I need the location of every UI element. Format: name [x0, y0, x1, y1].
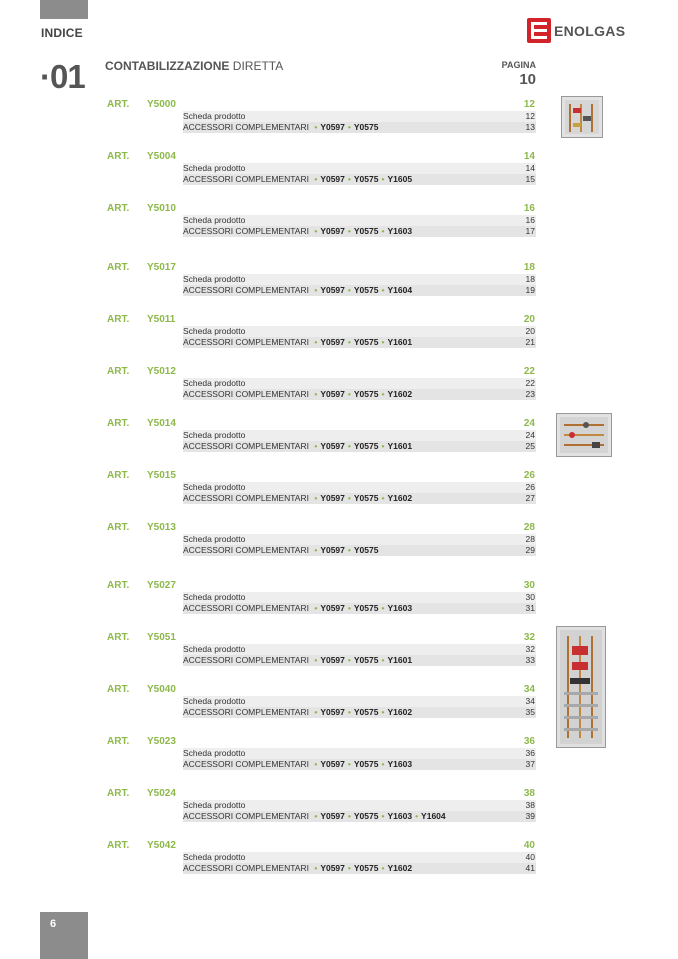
article-page: 12	[523, 99, 535, 110]
index-entry	[105, 262, 536, 298]
footer-page-number: 6	[50, 918, 57, 930]
bullet-dot-icon: •	[314, 707, 318, 717]
bullet-dot-icon: •	[381, 811, 385, 821]
accessories-row	[183, 545, 536, 556]
product-sheet-page: 24	[525, 430, 535, 440]
accessories-label	[183, 174, 412, 185]
art-label: ART.	[107, 99, 130, 110]
article-code: Y5000	[147, 99, 176, 110]
accessories-row	[183, 441, 536, 452]
article-code: Y5004	[147, 151, 176, 162]
product-sheet-row	[183, 696, 536, 707]
accessory-code: Y0597	[320, 389, 345, 399]
bullet-dot-icon: •	[347, 603, 351, 613]
index-entry	[105, 203, 536, 239]
accessory-code: Y0597	[320, 603, 345, 613]
art-label: ART.	[107, 366, 130, 377]
index-entry	[105, 632, 536, 668]
article-code: Y5042	[147, 840, 176, 851]
bullet-dot-icon: •	[347, 174, 351, 184]
accessories-page: 15	[525, 174, 535, 184]
accessories-page: 31	[525, 603, 535, 613]
index-entry	[105, 418, 536, 454]
art-label: ART.	[107, 632, 130, 643]
accessory-code: Y1604	[387, 285, 413, 295]
product-sheet-label: Scheda prodotto	[183, 215, 246, 225]
accessory-code: Y0575	[353, 226, 379, 236]
art-label: ART.	[107, 522, 130, 533]
accessories-label	[183, 285, 412, 296]
product-sheet-row	[183, 644, 536, 655]
product-sheet-row	[183, 326, 536, 337]
bullet-dot-icon: •	[381, 441, 385, 451]
accessories-page: 41	[525, 863, 535, 873]
accessory-code: Y0575	[353, 389, 379, 399]
bullet-dot-icon: •	[381, 226, 385, 236]
accessory-code: Y0597	[320, 811, 345, 821]
accessories-title: ACCESSORI COMPLEMENTARI	[183, 863, 309, 873]
bullet-dot-icon: •	[347, 389, 351, 399]
page-column-value: 10	[519, 71, 536, 88]
article-code: Y5024	[147, 788, 176, 799]
art-label: ART.	[107, 203, 130, 214]
article-page: 30	[523, 580, 535, 591]
accessories-title: ACCESSORI COMPLEMENTARI	[183, 545, 309, 555]
index-entry	[105, 522, 536, 558]
accessories-title: ACCESSORI COMPLEMENTARI	[183, 493, 309, 503]
article-page: 24	[523, 418, 535, 429]
product-sheet-page: 16	[525, 215, 535, 225]
accessories-row	[183, 655, 536, 666]
accessory-code: Y0575	[353, 603, 379, 613]
accessories-row	[183, 285, 536, 296]
product-sheet-row	[183, 748, 536, 759]
bullet-dot-icon: •	[314, 545, 318, 555]
article-page: 40	[523, 840, 535, 851]
accessories-label	[183, 811, 446, 822]
art-label: ART.	[107, 788, 130, 799]
art-label: ART.	[107, 314, 130, 325]
accessory-code: Y0597	[320, 122, 345, 132]
art-label: ART.	[107, 151, 130, 162]
accessories-row	[183, 122, 536, 133]
index-entry	[105, 580, 536, 616]
product-sheet-label: Scheda prodotto	[183, 482, 246, 492]
accessories-label	[183, 863, 412, 874]
index-entry	[105, 788, 536, 824]
accessory-code: Y0575	[353, 545, 379, 555]
accessories-page: 23	[525, 389, 535, 399]
accessories-title: ACCESSORI COMPLEMENTARI	[183, 441, 309, 451]
product-sheet-row	[183, 215, 536, 226]
accessories-row	[183, 707, 536, 718]
accessory-code: Y0597	[320, 759, 345, 769]
accessories-title: ACCESSORI COMPLEMENTARI	[183, 603, 309, 613]
bullet-dot-icon: •	[314, 811, 318, 821]
article-code: Y5023	[147, 736, 176, 747]
accessories-row	[183, 389, 536, 400]
accessories-title: ACCESSORI COMPLEMENTARI	[183, 226, 309, 236]
accessories-page: 33	[525, 655, 535, 665]
product-photo-y5000	[561, 96, 603, 138]
product-sheet-label: Scheda prodotto	[183, 111, 246, 121]
art-label: ART.	[107, 684, 130, 695]
accessory-code: Y1602	[387, 863, 413, 873]
accessory-code: Y0597	[320, 655, 345, 665]
accessories-label	[183, 226, 412, 237]
accessories-title: ACCESSORI COMPLEMENTARI	[183, 174, 309, 184]
enolgas-logo-icon	[527, 18, 551, 43]
bullet-dot-icon: •	[314, 759, 318, 769]
accessories-title: ACCESSORI COMPLEMENTARI	[183, 811, 309, 821]
product-sheet-row	[183, 111, 536, 122]
product-sheet-row	[183, 482, 536, 493]
article-page: 32	[523, 632, 535, 643]
art-label: ART.	[107, 470, 130, 481]
product-sheet-page: 30	[525, 592, 535, 602]
article-code: Y5027	[147, 580, 176, 591]
article-page: 26	[523, 470, 535, 481]
article-code: Y5015	[147, 470, 176, 481]
product-sheet-page: 40	[525, 852, 535, 862]
product-sheet-label: Scheda prodotto	[183, 644, 246, 654]
bullet-dot-icon: •	[314, 389, 318, 399]
index-entry	[105, 314, 536, 350]
accessory-code: Y0575	[353, 811, 379, 821]
product-sheet-label: Scheda prodotto	[183, 800, 246, 810]
index-entry	[105, 684, 536, 720]
bullet-dot-icon: •	[314, 655, 318, 665]
accessories-label	[183, 389, 412, 400]
bullet-dot-icon: •	[347, 811, 351, 821]
accessory-code: Y1602	[387, 389, 413, 399]
bullet-dot-icon: •	[314, 174, 318, 184]
accessories-label	[183, 655, 412, 666]
accessory-code: Y1602	[387, 493, 413, 503]
product-sheet-row	[183, 852, 536, 863]
product-sheet-label: Scheda prodotto	[183, 696, 246, 706]
accessory-code: Y0597	[320, 707, 345, 717]
accessory-code: Y1603	[387, 603, 413, 613]
index-entry	[105, 366, 536, 402]
article-page: 16	[523, 203, 535, 214]
accessories-page: 27	[525, 493, 535, 503]
accessories-row	[183, 759, 536, 770]
article-page: 14	[523, 151, 535, 162]
product-sheet-page: 32	[525, 644, 535, 654]
accessories-row	[183, 863, 536, 874]
accessory-code: Y0597	[320, 493, 345, 503]
article-page: 36	[523, 736, 535, 747]
section-title-bold: CONTABILIZZAZIONE	[105, 59, 230, 73]
index-entry	[105, 99, 536, 135]
article-page: 22	[523, 366, 535, 377]
accessory-code: Y0597	[320, 174, 345, 184]
accessory-code: Y0597	[320, 226, 345, 236]
article-page: 20	[523, 314, 535, 325]
product-sheet-page: 28	[525, 534, 535, 544]
product-sheet-label: Scheda prodotto	[183, 274, 246, 284]
bullet-dot-icon: •	[347, 337, 351, 347]
product-sheet-label: Scheda prodotto	[183, 430, 246, 440]
product-sheet-label: Scheda prodotto	[183, 326, 246, 336]
accessories-page: 35	[525, 707, 535, 717]
article-code: Y5017	[147, 262, 176, 273]
accessories-label	[183, 707, 412, 718]
bullet-dot-icon: •	[381, 337, 385, 347]
accessory-code: Y1605	[387, 174, 413, 184]
accessory-code: Y0575	[353, 655, 379, 665]
accessories-row	[183, 226, 536, 237]
accessories-title: ACCESSORI COMPLEMENTARI	[183, 655, 309, 665]
accessory-code: Y0575	[353, 174, 379, 184]
accessories-title: ACCESSORI COMPLEMENTARI	[183, 389, 309, 399]
accessories-page: 13	[525, 122, 535, 132]
bullet-dot-icon: •	[381, 655, 385, 665]
brand-name: ENOLGAS	[554, 22, 626, 39]
accessories-row	[183, 174, 536, 185]
bullet-dot-icon: •	[314, 603, 318, 613]
accessory-code: Y0575	[353, 122, 379, 132]
index-entry	[105, 151, 536, 187]
accessory-code: Y1601	[387, 337, 413, 347]
product-sheet-page: 12	[525, 111, 535, 121]
accessories-title: ACCESSORI COMPLEMENTARI	[183, 707, 309, 717]
section-label: INDICE	[41, 26, 83, 40]
accessory-code: Y1602	[387, 707, 413, 717]
accessories-label	[183, 122, 378, 133]
product-sheet-label: Scheda prodotto	[183, 748, 246, 758]
product-sheet-page: 34	[525, 696, 535, 706]
article-page: 18	[523, 262, 535, 273]
accessories-title: ACCESSORI COMPLEMENTARI	[183, 759, 309, 769]
accessories-title: ACCESSORI COMPLEMENTARI	[183, 122, 309, 132]
accessory-code: Y0597	[320, 863, 345, 873]
product-photo-y5051	[556, 626, 606, 748]
top-gray-bar	[40, 0, 88, 19]
article-code: Y5014	[147, 418, 176, 429]
product-sheet-page: 22	[525, 378, 535, 388]
accessories-label	[183, 493, 412, 504]
accessory-code: Y0597	[320, 441, 345, 451]
accessory-code: Y0575	[353, 863, 379, 873]
article-page: 38	[523, 788, 535, 799]
accessory-code: Y0597	[320, 337, 345, 347]
accessory-code: Y1601	[387, 655, 413, 665]
product-sheet-row	[183, 592, 536, 603]
accessories-page: 19	[525, 285, 535, 295]
bullet-dot-icon: •	[314, 285, 318, 295]
product-sheet-row	[183, 274, 536, 285]
bullet-dot-icon: •	[347, 759, 351, 769]
section-title	[105, 59, 283, 73]
section-title-light: DIRETTA	[232, 59, 284, 73]
index-entry	[105, 840, 536, 876]
article-code: Y5040	[147, 684, 176, 695]
product-sheet-label: Scheda prodotto	[183, 592, 246, 602]
bullet-dot-icon: •	[381, 707, 385, 717]
bullet-dot-icon: •	[381, 285, 385, 295]
product-sheet-row	[183, 163, 536, 174]
accessory-code: Y0575	[353, 759, 379, 769]
product-sheet-page: 20	[525, 326, 535, 336]
enolgas-logo	[527, 18, 625, 43]
accessories-label	[183, 759, 412, 770]
article-code: Y5010	[147, 203, 176, 214]
bullet-dot-icon: •	[347, 122, 351, 132]
accessories-label	[183, 545, 378, 556]
bullet-dot-icon: •	[381, 759, 385, 769]
accessories-row	[183, 811, 536, 822]
accessory-code: Y1603	[387, 811, 413, 821]
product-sheet-page: 38	[525, 800, 535, 810]
accessories-page: 25	[525, 441, 535, 451]
accessory-code: Y1603	[387, 226, 413, 236]
bullet-dot-icon: •	[381, 493, 385, 503]
bullet-dot-icon: •	[347, 655, 351, 665]
product-sheet-label: Scheda prodotto	[183, 163, 246, 173]
product-sheet-page: 26	[525, 482, 535, 492]
accessory-code: Y1603	[387, 759, 413, 769]
product-sheet-label: Scheda prodotto	[183, 852, 246, 862]
accessories-row	[183, 603, 536, 614]
bullet-dot-icon: •	[347, 226, 351, 236]
article-code: Y5051	[147, 632, 176, 643]
bullet-dot-icon: •	[347, 285, 351, 295]
article-page: 28	[523, 522, 535, 533]
bullet-dot-icon: •	[314, 122, 318, 132]
product-photo-y5014	[556, 413, 612, 457]
accessories-page: 39	[525, 811, 535, 821]
bullet-dot-icon: •	[381, 174, 385, 184]
accessories-title: ACCESSORI COMPLEMENTARI	[183, 285, 309, 295]
bullet-dot-icon: •	[347, 707, 351, 717]
accessories-page: 37	[525, 759, 535, 769]
bullet-dot-icon: •	[347, 441, 351, 451]
bullet-dot-icon: •	[314, 337, 318, 347]
accessory-code: Y0597	[320, 285, 345, 295]
article-code: Y5013	[147, 522, 176, 533]
accessory-code: Y1604	[421, 811, 446, 821]
bullet-dot-icon: •	[347, 545, 351, 555]
art-label: ART.	[107, 580, 130, 591]
section-number: ·01	[40, 58, 85, 95]
bullet-dot-icon: •	[314, 226, 318, 236]
accessories-row	[183, 337, 536, 348]
art-label: ART.	[107, 262, 130, 273]
product-sheet-page: 14	[525, 163, 535, 173]
article-code: Y5011	[147, 314, 176, 325]
accessories-label	[183, 603, 412, 614]
bullet-dot-icon: •	[415, 811, 419, 821]
product-sheet-row	[183, 430, 536, 441]
bullet-dot-icon: •	[314, 493, 318, 503]
art-label: ART.	[107, 418, 130, 429]
bullet-dot-icon: •	[381, 863, 385, 873]
accessory-code: Y1601	[387, 441, 413, 451]
accessory-code: Y0575	[353, 285, 379, 295]
accessory-code: Y0575	[353, 441, 379, 451]
art-label: ART.	[107, 736, 130, 747]
accessories-page: 29	[525, 545, 535, 555]
bullet-dot-icon: •	[314, 863, 318, 873]
bullet-dot-icon: •	[381, 603, 385, 613]
accessories-page: 21	[525, 337, 535, 347]
accessory-code: Y0597	[320, 545, 345, 555]
accessories-label	[183, 441, 412, 452]
product-sheet-row	[183, 534, 536, 545]
accessories-title: ACCESSORI COMPLEMENTARI	[183, 337, 309, 347]
bullet-dot-icon: •	[347, 493, 351, 503]
index-entry	[105, 470, 536, 506]
accessory-code: Y0575	[353, 707, 379, 717]
product-sheet-page: 18	[525, 274, 535, 284]
bullet-dot-icon: •	[314, 441, 318, 451]
bullet-dot-icon: •	[347, 863, 351, 873]
footer-gray-bar	[40, 912, 88, 959]
index-entry	[105, 736, 536, 772]
page-column-label: PAGINA	[501, 60, 536, 70]
product-sheet-page: 36	[525, 748, 535, 758]
art-label: ART.	[107, 840, 130, 851]
product-sheet-row	[183, 378, 536, 389]
bullet-dot-icon: •	[381, 389, 385, 399]
accessory-code: Y0575	[353, 337, 379, 347]
accessories-page: 17	[525, 226, 535, 236]
accessory-code: Y0575	[353, 493, 379, 503]
accessories-label	[183, 337, 412, 348]
product-sheet-row	[183, 800, 536, 811]
article-code: Y5012	[147, 366, 176, 377]
article-page: 34	[523, 684, 535, 695]
accessories-row	[183, 493, 536, 504]
product-sheet-label: Scheda prodotto	[183, 378, 246, 388]
product-sheet-label: Scheda prodotto	[183, 534, 246, 544]
